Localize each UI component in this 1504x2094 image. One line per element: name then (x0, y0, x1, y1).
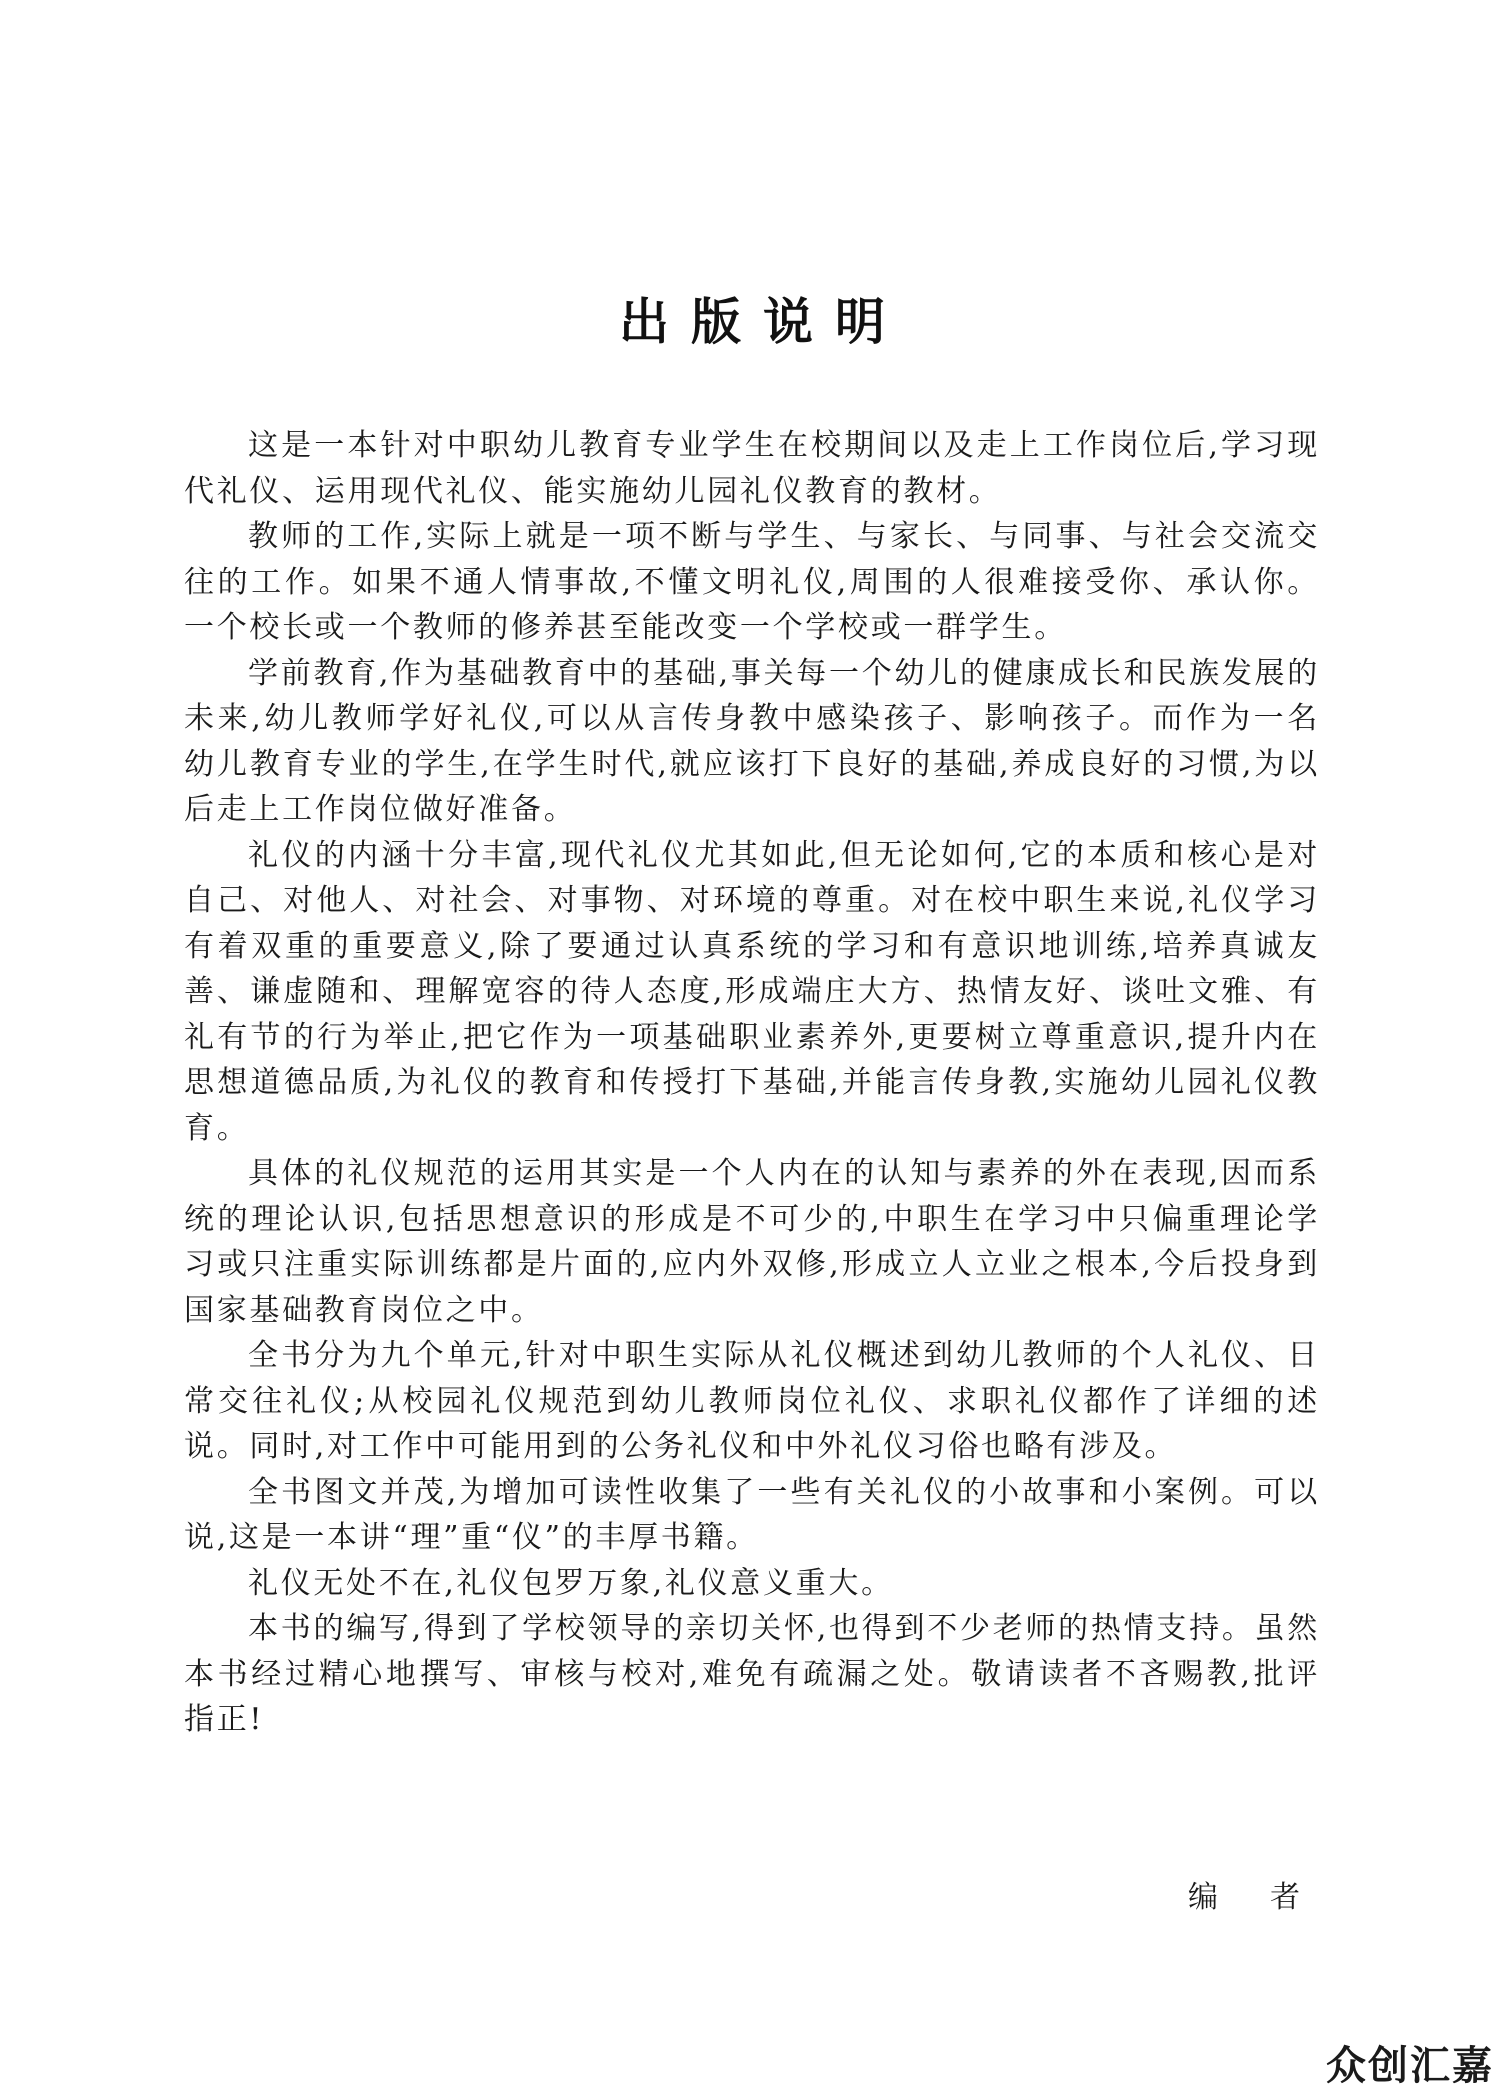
watermark-logo: 众创汇嘉 (1326, 2043, 1494, 2089)
signature-char: 编 (1188, 1880, 1218, 1915)
paragraph: 全书分为九个单元,针对中职生实际从礼仪概述到幼儿教师的个人礼仪、日常交往礼仪;从校园礼仪规范到幼儿教师岗位礼仪、求职礼仪都作了详细的述说。同时,对工作中可能用到的公务礼仪和中外礼仪习俗也略有涉及。 (184, 1338, 1320, 1464)
paragraph: 全书图文并茂,为增加可读性收集了一些有关礼仪的小故事和小案例。可以说,这是一本讲“理”重“仪”的丰厚书籍。 (184, 1474, 1320, 1555)
author-signature (1188, 1875, 1300, 1921)
paragraph: 这是一本针对中职幼儿教育专业学生在校期间以及走上工作岗位后,学习现代礼仪、运用现代礼仪、能实施幼儿园礼仪教育的教材。 (184, 428, 1320, 509)
page-title: 出版说明 (619, 292, 907, 351)
paragraph: 礼仪的内涵十分丰富,现代礼仪尤其如此,但无论如何,它的本质和核心是对自己、对他人、对社会、对事物、对环境的尊重。对在校中职生来说,礼仪学习有着双重的重要意义,除了要通过认真系统的学习和有意识地训练,培养真诚友善、谦虚随和、理解宽容的待人态度,形成端庄大方、热情友好、谈吐文雅、有礼有节的行为举止,把它作为一项基础职业素养外,更要树立尊重意识,提升内在思想道德品质,为礼仪的教育和传授打下基础,并能言传身教,实施幼儿园礼仪教育。 (184, 837, 1320, 1146)
paragraph: 学前教育,作为基础教育中的基础,事关每一个幼儿的健康成长和民族发展的未来,幼儿教师学好礼仪,可以从言传身教中感染孩子、影响孩子。而作为一名幼儿教育专业的学生,在学生时代,就应该打下良好的基础,养成良好的习惯,为以后走上工作岗位做好准备。 (184, 655, 1320, 827)
paragraph: 具体的礼仪规范的运用其实是一个人内在的认知与素养的外在表现,因而系统的理论认识,包括思想意识的形成是不可少的,中职生在学习中只偏重理论学习或只注重实际训练都是片面的,应内外双修,形成立人立业之根本,今后投身到国家基础教育岗位之中。 (184, 1156, 1320, 1328)
preface-body (184, 423, 1320, 1743)
signature-char: 者 (1270, 1880, 1300, 1915)
paragraph: 教师的工作,实际上就是一项不断与学生、与家长、与同事、与社会交流交往的工作。如果不通人情事故,不懂文明礼仪,周围的人很难接受你、承认你。一个校长或一个教师的修养甚至能改变一个学校或一群学生。 (184, 519, 1320, 645)
paragraph: 本书的编写,得到了学校领导的亲切关怀,也得到不少老师的热情支持。虽然本书经过精心地撰写、审核与校对,难免有疏漏之处。敬请读者不吝赐教,批评指正! (184, 1611, 1320, 1737)
paragraph: 礼仪无处不在,礼仪包罗万象,礼仪意义重大。 (248, 1565, 894, 1601)
